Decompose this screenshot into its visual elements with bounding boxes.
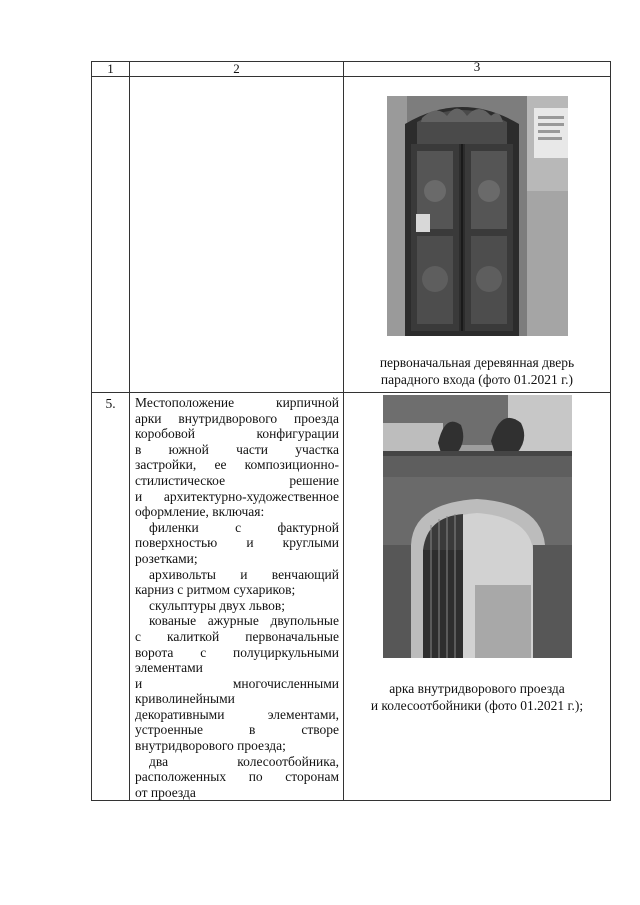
desc-line: расположенных по сторонам: [135, 769, 339, 785]
desc-line: в южной части участка: [135, 441, 339, 457]
row-description: [130, 393, 344, 801]
desc-line: элементами: [135, 660, 203, 676]
desc-line: криволинейными: [135, 691, 235, 707]
header-row: [92, 62, 611, 77]
desc-line: карниз с ритмом сухариков;: [135, 582, 296, 598]
door-photo: [387, 96, 568, 336]
desc-line: кованые ажурные двупольные: [149, 613, 339, 629]
arch-caption-line-1: арка внутридворового проезда: [389, 681, 565, 696]
row-number-empty: [92, 77, 130, 393]
header-col-2: 2: [130, 62, 344, 77]
document-table: [91, 61, 611, 801]
table-row-5: [92, 393, 611, 801]
desc-line: с калиткой первоначальные: [135, 628, 339, 644]
door-caption-line-1: первоначальная деревянная дверь: [379, 355, 575, 370]
arch-photo: [383, 395, 572, 658]
header-col-1: 1: [92, 62, 130, 77]
desc-line: застройки, ее композиционно-: [135, 457, 339, 473]
desc-line: ворота с полуциркульными: [135, 644, 339, 660]
desc-line: два колесоотбойника,: [149, 753, 339, 769]
photo-cell-arch: [344, 393, 611, 801]
table-row-continued: [92, 77, 611, 393]
desc-line: устроенные в створе: [135, 722, 339, 738]
desc-line: внутридворового проезда;: [135, 738, 286, 754]
door-caption-line-2: парадного входа (фото 01.2021 г.): [380, 372, 574, 387]
desc-line: и архитектурно-художественное: [135, 488, 339, 504]
row-description-empty: [130, 77, 344, 393]
desc-line: поверхностью и круглыми: [135, 535, 339, 551]
desc-line: арки внутридворового проезда: [135, 410, 339, 426]
desc-line: Местоположение кирпичной: [135, 395, 339, 410]
desc-line: и многочисленными: [135, 675, 339, 691]
desc-line: от проезда: [135, 784, 196, 800]
desc-line: стилистическое решение: [135, 472, 339, 488]
desc-line: декоративными элементами,: [135, 706, 339, 722]
header-col-3: 3: [344, 62, 611, 77]
desc-line: оформление, включая:: [135, 504, 265, 520]
desc-line: архивольты и венчающий: [149, 566, 339, 582]
desc-line: коробовой конфигурации: [135, 426, 339, 442]
row-number: 5.: [92, 393, 130, 801]
desc-line: филенки с фактурной: [149, 519, 339, 535]
arch-caption-line-2: и колесоотбойники (фото 01.2021 г.);: [370, 698, 584, 713]
desc-line: розетками;: [135, 550, 198, 566]
photo-cell-door: [344, 77, 611, 393]
desc-line: скульптуры двух львов;: [149, 597, 286, 613]
